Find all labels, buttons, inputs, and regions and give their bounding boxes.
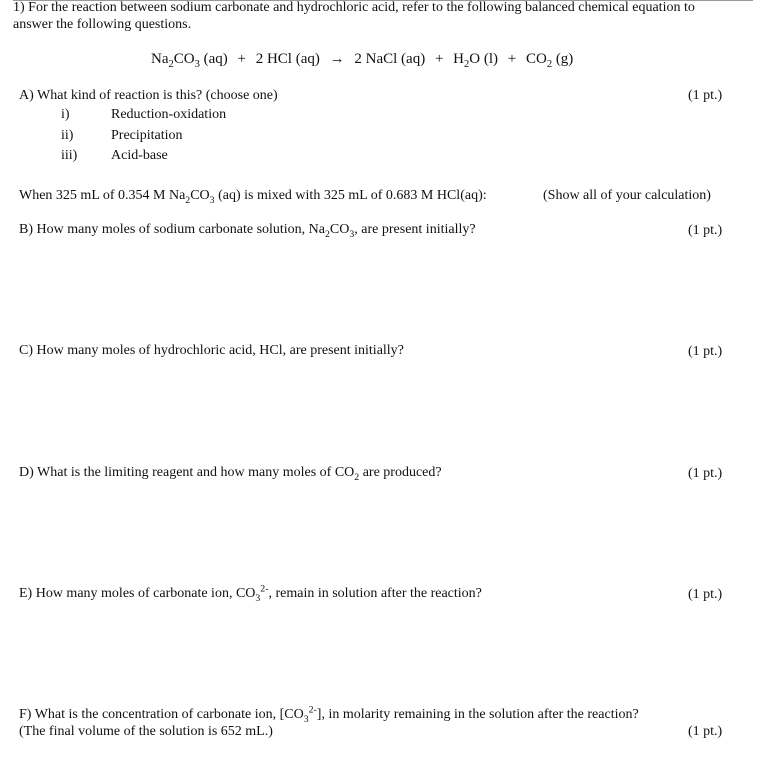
equation-plus: + (237, 51, 246, 67)
equation-arrow: → (329, 51, 345, 67)
part-c-points: (1 pt.) (688, 344, 723, 359)
intro-line-1: 1) For the reaction between sodium carbonate and hydrochloric acid, refer to the following balanced chemical equation to (13, 0, 695, 15)
choice-number: i) (61, 107, 70, 122)
part-d-question: D) What is the limiting reagent and how many moles of $CO_2$ are produced? (19, 465, 442, 483)
equation-na2co3: $Na_2CO_3$ (aq) (151, 51, 228, 70)
part-f-points: (1 pt.) (688, 724, 723, 739)
choice-number: iii) (61, 148, 78, 163)
part-b-points: (1 pt.) (688, 223, 723, 238)
equation-plus: + (434, 51, 444, 67)
equation-nacl: 2 NaCl (aq) (354, 51, 426, 67)
part-b-question: B) How many moles of sodium carbonate solution, $Na_2CO_3$, are present initially? (19, 222, 476, 240)
intro-line-2: answer the following questions. (13, 17, 192, 32)
equation-plus: + (507, 51, 517, 67)
setup-statement: When 325 mL of 0.354 M $Na_2CO_3$ (aq) is mixed with 325 mL of 0.683 M HCl(aq): (19, 188, 487, 206)
choice-number: ii) (61, 128, 74, 143)
choice-precipitation[interactable]: Precipitation (111, 128, 183, 143)
part-f-volume-note: (The final volume of the solution is 652 mL.) (19, 724, 273, 739)
part-f-question: F) What is the concentration of carbonate ion, $[CO_3^{2-}]$, in molarity remaining in the solution after the reaction? (19, 704, 639, 725)
choice-reduction-oxidation[interactable]: Reduction-oxidation (111, 107, 227, 122)
equation-co2: $CO_2$ (g) (525, 51, 574, 70)
equation-h2o: $H_2O$ (l) (453, 51, 498, 70)
part-e-points: (1 pt.) (688, 587, 723, 602)
part-a-question: A) What kind of reaction is this? (choose one) (19, 88, 278, 103)
part-e-question: E) How many moles of carbonate ion, $CO_3^{2-}$, remain in solution after the reaction? (19, 583, 482, 604)
choice-acid-base[interactable]: Acid-base (111, 148, 168, 163)
part-a-points: (1 pt.) (688, 88, 723, 103)
balanced-equation (151, 51, 579, 68)
calculation-note: (Show all of your calculation) (543, 188, 711, 203)
part-c-question: C) How many moles of hydrochloric acid, HCl, are present initially? (19, 343, 404, 358)
part-d-points: (1 pt.) (688, 466, 723, 481)
equation-hcl: 2 HCl (aq) (255, 51, 320, 67)
